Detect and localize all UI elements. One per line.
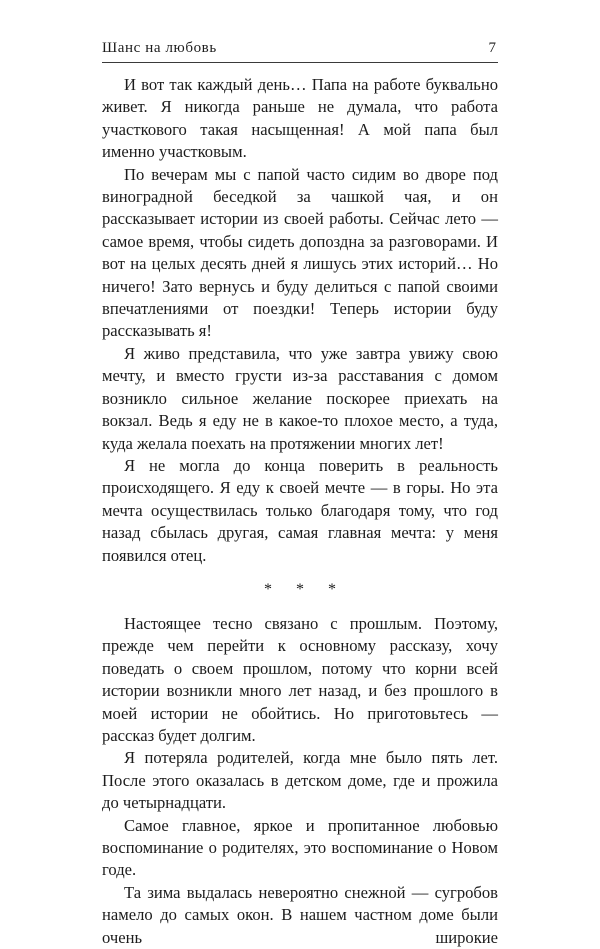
page-header (102, 38, 498, 63)
section-separator: * * * (264, 580, 346, 598)
page-number: 7 (488, 40, 496, 56)
paragraph: Я не могла до конца поверить в реальность происходящего. Я еду к своей мечте — в горы. Но эта мечта осуществилась только благодаря тому, что год назад сбылась другая, самая главная мечта: у меня появился отец. (102, 455, 498, 565)
paragraph: По вечерам мы с папой часто сидим во дворе под виноградной беседкой за чашкой чая, и он рассказывает истории из своей работы. Сейчас лето — самое время, чтобы сидеть допоздна за разговорами. И вот на целых десять дней я лишусь этих историй… Но ничего! Зато вернусь и буду делиться с папой своими впечатлениями от поездки! Теперь истории буду рассказывать я! (102, 164, 498, 341)
paragraph: Самое главное, яркое и пропитанное любовью воспоминание о родителях, это воспоминание о Новом годе. (102, 815, 498, 880)
paragraph: Та зима выдалась невероятно снежной — сугробов намело до самых окон. В нашем частном доме были очень широкие (102, 882, 498, 947)
running-title: Шанс на любовь (102, 40, 217, 56)
paragraph: И вот так каждый день… Папа на работе буквально живет. Я никогда раньше не думала, что работа участкового такая насыщенная! А мой папа был именно участковым. (102, 75, 498, 162)
paragraph: Настоящее тесно связано с прошлым. Поэтому, прежде чем перейти к основному рассказу, хочу поведать о своем прошлом, потому что корни всей истории возникли много лет назад, и без прошлого в моей истории не обойтись. Но приготовьтесь — рассказ будет долгим. (102, 613, 498, 745)
body-text (102, 74, 498, 949)
paragraph: Я живо представила, что уже завтра увижу свою мечту, и вместо грусти из-за расставания с домом возникло сильное желание поскорее приехать на вокзал. Ведь я еду не в какое-то плохое место, а туда, куда желала поехать на протяжении многих лет! (102, 343, 498, 453)
paragraph: Я потеряла родителей, когда мне было пять лет. После этого оказалась в детском доме, где и прожила до четырнадцати. (102, 748, 498, 813)
